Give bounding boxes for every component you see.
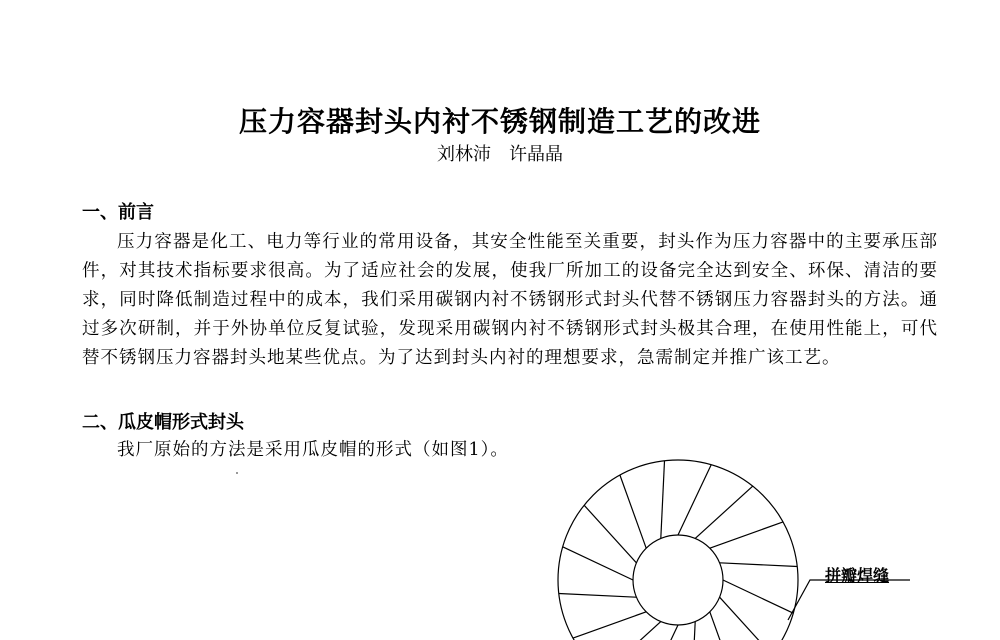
petal-seam-line [710,612,736,640]
petal-seam-line [720,563,798,567]
petal-seam-line [710,522,783,548]
section-paragraph-melon-cap: 我厂原始的方法是采用瓜皮帽的形式（如图1）。 [117,440,509,460]
figure-label-weld-seam: 拼瓣焊缝 [825,566,890,585]
outer-circle [558,460,798,640]
petal-seam-line [620,475,646,548]
petal-seam-line [678,465,711,535]
petal-seam-line [720,597,772,640]
petal-seam-line [563,547,633,580]
section-heading-melon-cap: 二、瓜皮帽形式封头 [82,412,244,433]
inner-circle [633,535,723,625]
petal-seam-line [559,594,637,598]
petal-seam-line [692,622,696,640]
petal-seam-line [645,625,678,640]
figure-1-head-diagram [540,452,920,640]
petal-seam-line [723,580,793,613]
paper-title: 压力容器封头内衬不锈钢制造工艺的改进 [238,105,761,138]
petal-seam-line [573,612,646,638]
section-heading-preface: 一、前言 [82,202,154,223]
paper-authors: 刘林沛 许晶晶 [437,144,563,165]
petal-seam-line [695,486,753,538]
leader-line [788,580,910,620]
petal-seam-line [584,505,636,563]
section-paragraph-preface: 压力容器是化工、电力等行业的常用设备，其安全性能至关重要，封头作为压力容器中的主要承压部件，对其技术指标要求很高。为了适应社会的发展，使我厂所加工的设备完全达到安全、环保、清洁的要求，同时降低制造过程中的成本，我们采用碳钢内衬不锈钢形式封头代替不锈钢压力容器封头的方法。通过多次研制，并于外协单位反复试验，发现采用碳钢内衬不锈钢形式封头极其合理，在使用性能上，可代替不锈钢压力容器封头地某些优点。为了达到封头内衬的理想要求，急需制定并推广该工艺。 [82,232,938,368]
scan-speck [236,472,238,474]
petal-seam-line [661,461,665,539]
